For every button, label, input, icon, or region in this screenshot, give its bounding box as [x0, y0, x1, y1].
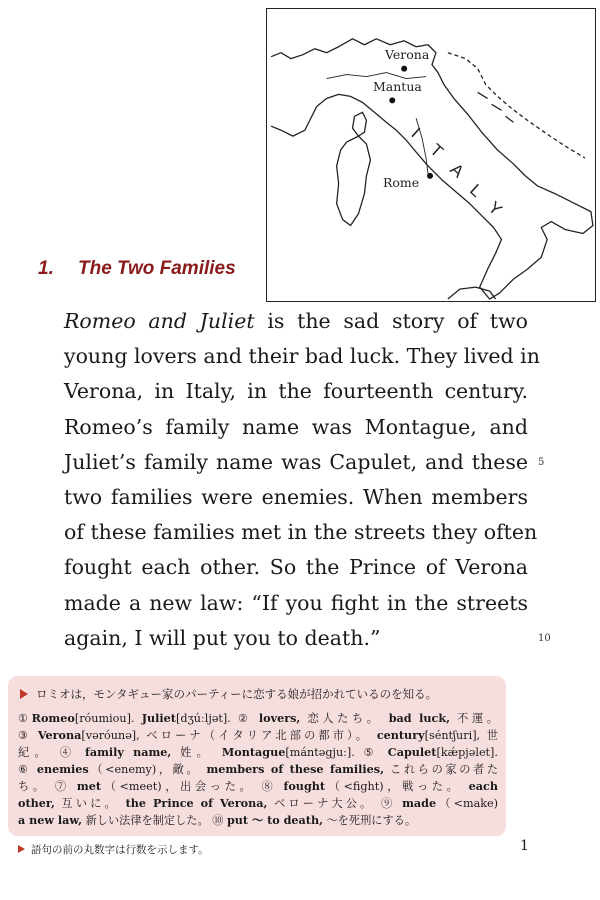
adriatic-east-coast: [448, 53, 585, 158]
map-country-letter: Y: [484, 197, 506, 220]
note-gloss: ①: [18, 712, 32, 725]
note-gloss: ベローナ大公。 ⑨: [267, 797, 403, 810]
passage-text: Verona, in Italy, in the fourteenth century.: [64, 379, 528, 404]
note-term: Montague: [221, 745, 286, 759]
note-term: put 〜 to death,: [226, 813, 323, 827]
italy-coastline: [271, 39, 593, 299]
note-gloss: （<enemy)，敵。: [88, 763, 207, 776]
note-gloss: 〜を死刑にする。: [322, 814, 417, 827]
note-term: family name,: [85, 745, 172, 759]
note-line: [18, 778, 498, 795]
map-country-letter: A: [446, 159, 468, 182]
note-line: [18, 795, 498, 812]
triangle-marker-icon: [18, 845, 25, 853]
passage-line: [64, 341, 540, 371]
map-label-rome: Rome: [383, 175, 420, 190]
passage-text: young lovers and their bad luck. They lived in: [64, 344, 540, 369]
note-line: [18, 710, 498, 727]
note-gloss: [vəróunə], ベローナ（イタリア北部の都市）。: [81, 729, 377, 742]
note-gloss: （<make): [436, 797, 499, 810]
note-line: [18, 761, 498, 778]
mantua-dot: [389, 97, 395, 103]
note-gloss: 不運。: [450, 712, 498, 725]
note-term: members of these families,: [206, 762, 384, 776]
note-line: [18, 812, 498, 829]
map-of-italy: [266, 8, 596, 302]
note-line: [18, 727, 498, 744]
footnote-text: 語句の前の丸数字は行数を示します。: [31, 844, 209, 856]
line-number-marker: 5: [538, 456, 545, 468]
note-line: [18, 744, 498, 761]
passage-line: [64, 482, 528, 512]
passage-text: Romeo’s family name was Montague, and: [64, 414, 528, 439]
note-term: enemies: [36, 762, 89, 776]
note-term: met: [76, 779, 102, 793]
note-term: Romeo: [31, 711, 75, 725]
note-term: bad luck,: [388, 711, 450, 725]
passage-line: [64, 376, 528, 406]
sardinia-outline: [337, 136, 371, 225]
note-gloss: 姓。: [171, 746, 222, 759]
map-country-letter: I: [407, 123, 424, 142]
note-term: the Prince of Verona,: [125, 796, 268, 810]
chapter-title: The Two Families: [78, 258, 236, 279]
passage-line: [64, 306, 528, 336]
passage-text: fought each other. So the Prince of Verona: [64, 555, 528, 580]
line-number-marker: 10: [538, 632, 551, 644]
passage-line: [64, 588, 528, 618]
note-gloss: [mántəgjuː]. ⑤: [285, 746, 388, 759]
note-term: lovers,: [258, 711, 301, 725]
note-gloss: 互いに。: [54, 797, 126, 810]
passage-line: [64, 447, 528, 477]
page-number: 1: [520, 838, 529, 854]
chapter-heading: [38, 258, 236, 280]
passage-text: two families were enemies. When members: [64, 485, 528, 509]
passage-line: [64, 412, 528, 442]
passage-text: is the sad story of two: [254, 309, 528, 333]
note-gloss: [róumiou].: [74, 712, 142, 725]
triangle-marker-icon: [20, 689, 28, 699]
note-term: Capulet: [387, 745, 437, 759]
scene-summary-text: ロミオは，モンタギュー家のパーティーに恋する娘が招かれているのを知る。: [36, 687, 438, 701]
adriatic-islands: [478, 92, 514, 122]
map-label-verona: Verona: [385, 47, 430, 62]
note-gloss: ③: [18, 729, 38, 742]
note-gloss: [dʒúːljət]. ②: [175, 712, 259, 725]
note-term: Verona: [37, 728, 82, 742]
map-country-letter: L: [466, 180, 486, 201]
note-term: Juliet: [141, 711, 176, 725]
rome-dot: [427, 173, 433, 179]
note-gloss: [séntʃuri], 世: [424, 729, 498, 742]
passage-text: of these families met in the streets they often: [64, 520, 538, 545]
note-gloss: 恋人たち。: [300, 712, 389, 725]
note-gloss: （<meet)，出会った。 ⑧: [101, 780, 284, 793]
note-gloss: [kǽpjəlet].: [436, 746, 498, 759]
passage-line: [64, 552, 528, 582]
map-label-mantua: Mantua: [373, 79, 422, 94]
scene-summary: [20, 686, 437, 702]
passage-line: [64, 517, 538, 547]
passage-text: made a new law: “If you fight in the streets: [64, 590, 528, 615]
note-term: a new law,: [18, 813, 83, 827]
book-title-italic: Romeo and Juliet: [64, 309, 255, 333]
note-term: fought: [283, 779, 326, 793]
chapter-number: 1.: [38, 258, 54, 279]
passage-line: [64, 623, 528, 653]
passage-text: again, I will put you to death.”: [64, 625, 381, 650]
po-river: [327, 73, 426, 79]
verona-dot: [401, 66, 407, 72]
map-country-letter: T: [426, 140, 447, 162]
footnote: [18, 842, 209, 857]
corsica-outline: [353, 112, 367, 136]
note-term: other,: [18, 796, 55, 810]
note-gloss: （<fight)，戦った。: [325, 780, 469, 793]
note-gloss: ち。 ⑦: [18, 780, 77, 793]
note-gloss: 新しい法律を制定した。 ⑩: [82, 814, 227, 827]
note-gloss: ⑥: [18, 763, 37, 776]
passage-text: Juliet’s family name was Capulet, and these: [64, 449, 528, 474]
note-term: made: [402, 796, 437, 810]
note-gloss: 紀。 ④: [18, 746, 86, 759]
note-term: each: [468, 779, 498, 793]
note-gloss: これらの家の者た: [384, 763, 499, 776]
note-term: century: [376, 728, 425, 742]
